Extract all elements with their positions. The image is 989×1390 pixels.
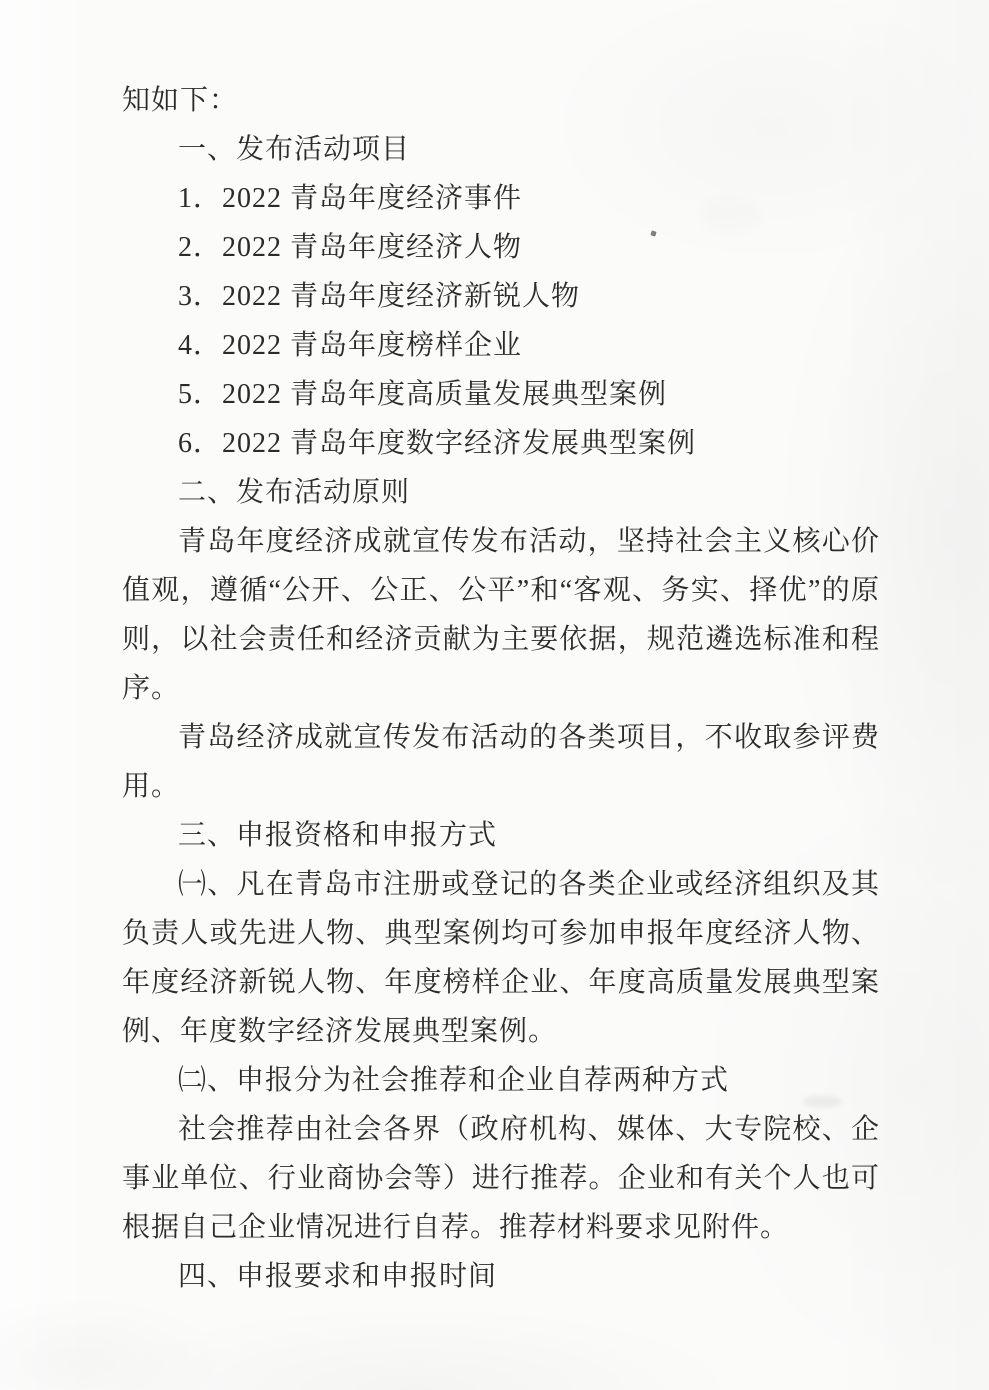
heading-section-3: 三、申报资格和申报方式 <box>178 820 498 851</box>
heading-section-2: 二、发布活动原则 <box>178 477 411 508</box>
scan-smudge <box>802 1095 842 1108</box>
heading-section-1: 一、发布活动项目 <box>178 134 411 165</box>
list-item-6: 6．2022 青岛年度数字经济发展典型案例 <box>178 428 697 459</box>
scan-smudge <box>700 195 760 235</box>
list-item-5: 5．2022 青岛年度高质量发展典型案例 <box>178 379 668 410</box>
heading-section-4: 四、申报要求和申报时间 <box>178 1261 498 1292</box>
list-item-1: 1．2022 青岛年度经济事件 <box>178 183 523 214</box>
line-intro: 知如下： <box>122 85 239 116</box>
list-item-3: 3．2022 青岛年度经济新锐人物 <box>178 281 581 312</box>
list-item-2: 2．2022 青岛年度经济人物 <box>178 232 523 263</box>
document-body <box>122 76 880 1301</box>
para-application-methods: ㈡、申报分为社会推荐和企业自荐两种方式 <box>178 1065 730 1096</box>
para-no-fee: 青岛经济成就宣传发布活动的各类项目，不收取参评费用。 <box>122 722 880 802</box>
para-eligibility: ㈠、凡在青岛市注册或登记的各类企业或经济组织及其负责人或先进人物、典型案例均可参加申报年度经济人物、年度经济新锐人物、年度榜样企业、年度高质量发展典型案例、年度数字经济发展典型案例。 <box>122 869 880 1047</box>
para-recommendation: 社会推荐由社会各界（政府机构、媒体、大专院校、企事业单位、行业商协会等）进行推荐。企业和有关个人也可根据自己企业情况进行自荐。推荐材料要求见附件。 <box>122 1114 880 1243</box>
list-item-4: 4．2022 青岛年度榜样企业 <box>178 330 523 361</box>
para-principles: 青岛年度经济成就宣传发布活动，坚持社会主义核心价值观，遵循“公开、公正、公平”和“客观、务实、择优”的原则，以社会责任和经济贡献为主要依据，规范遴选标准和程序。 <box>122 526 880 704</box>
